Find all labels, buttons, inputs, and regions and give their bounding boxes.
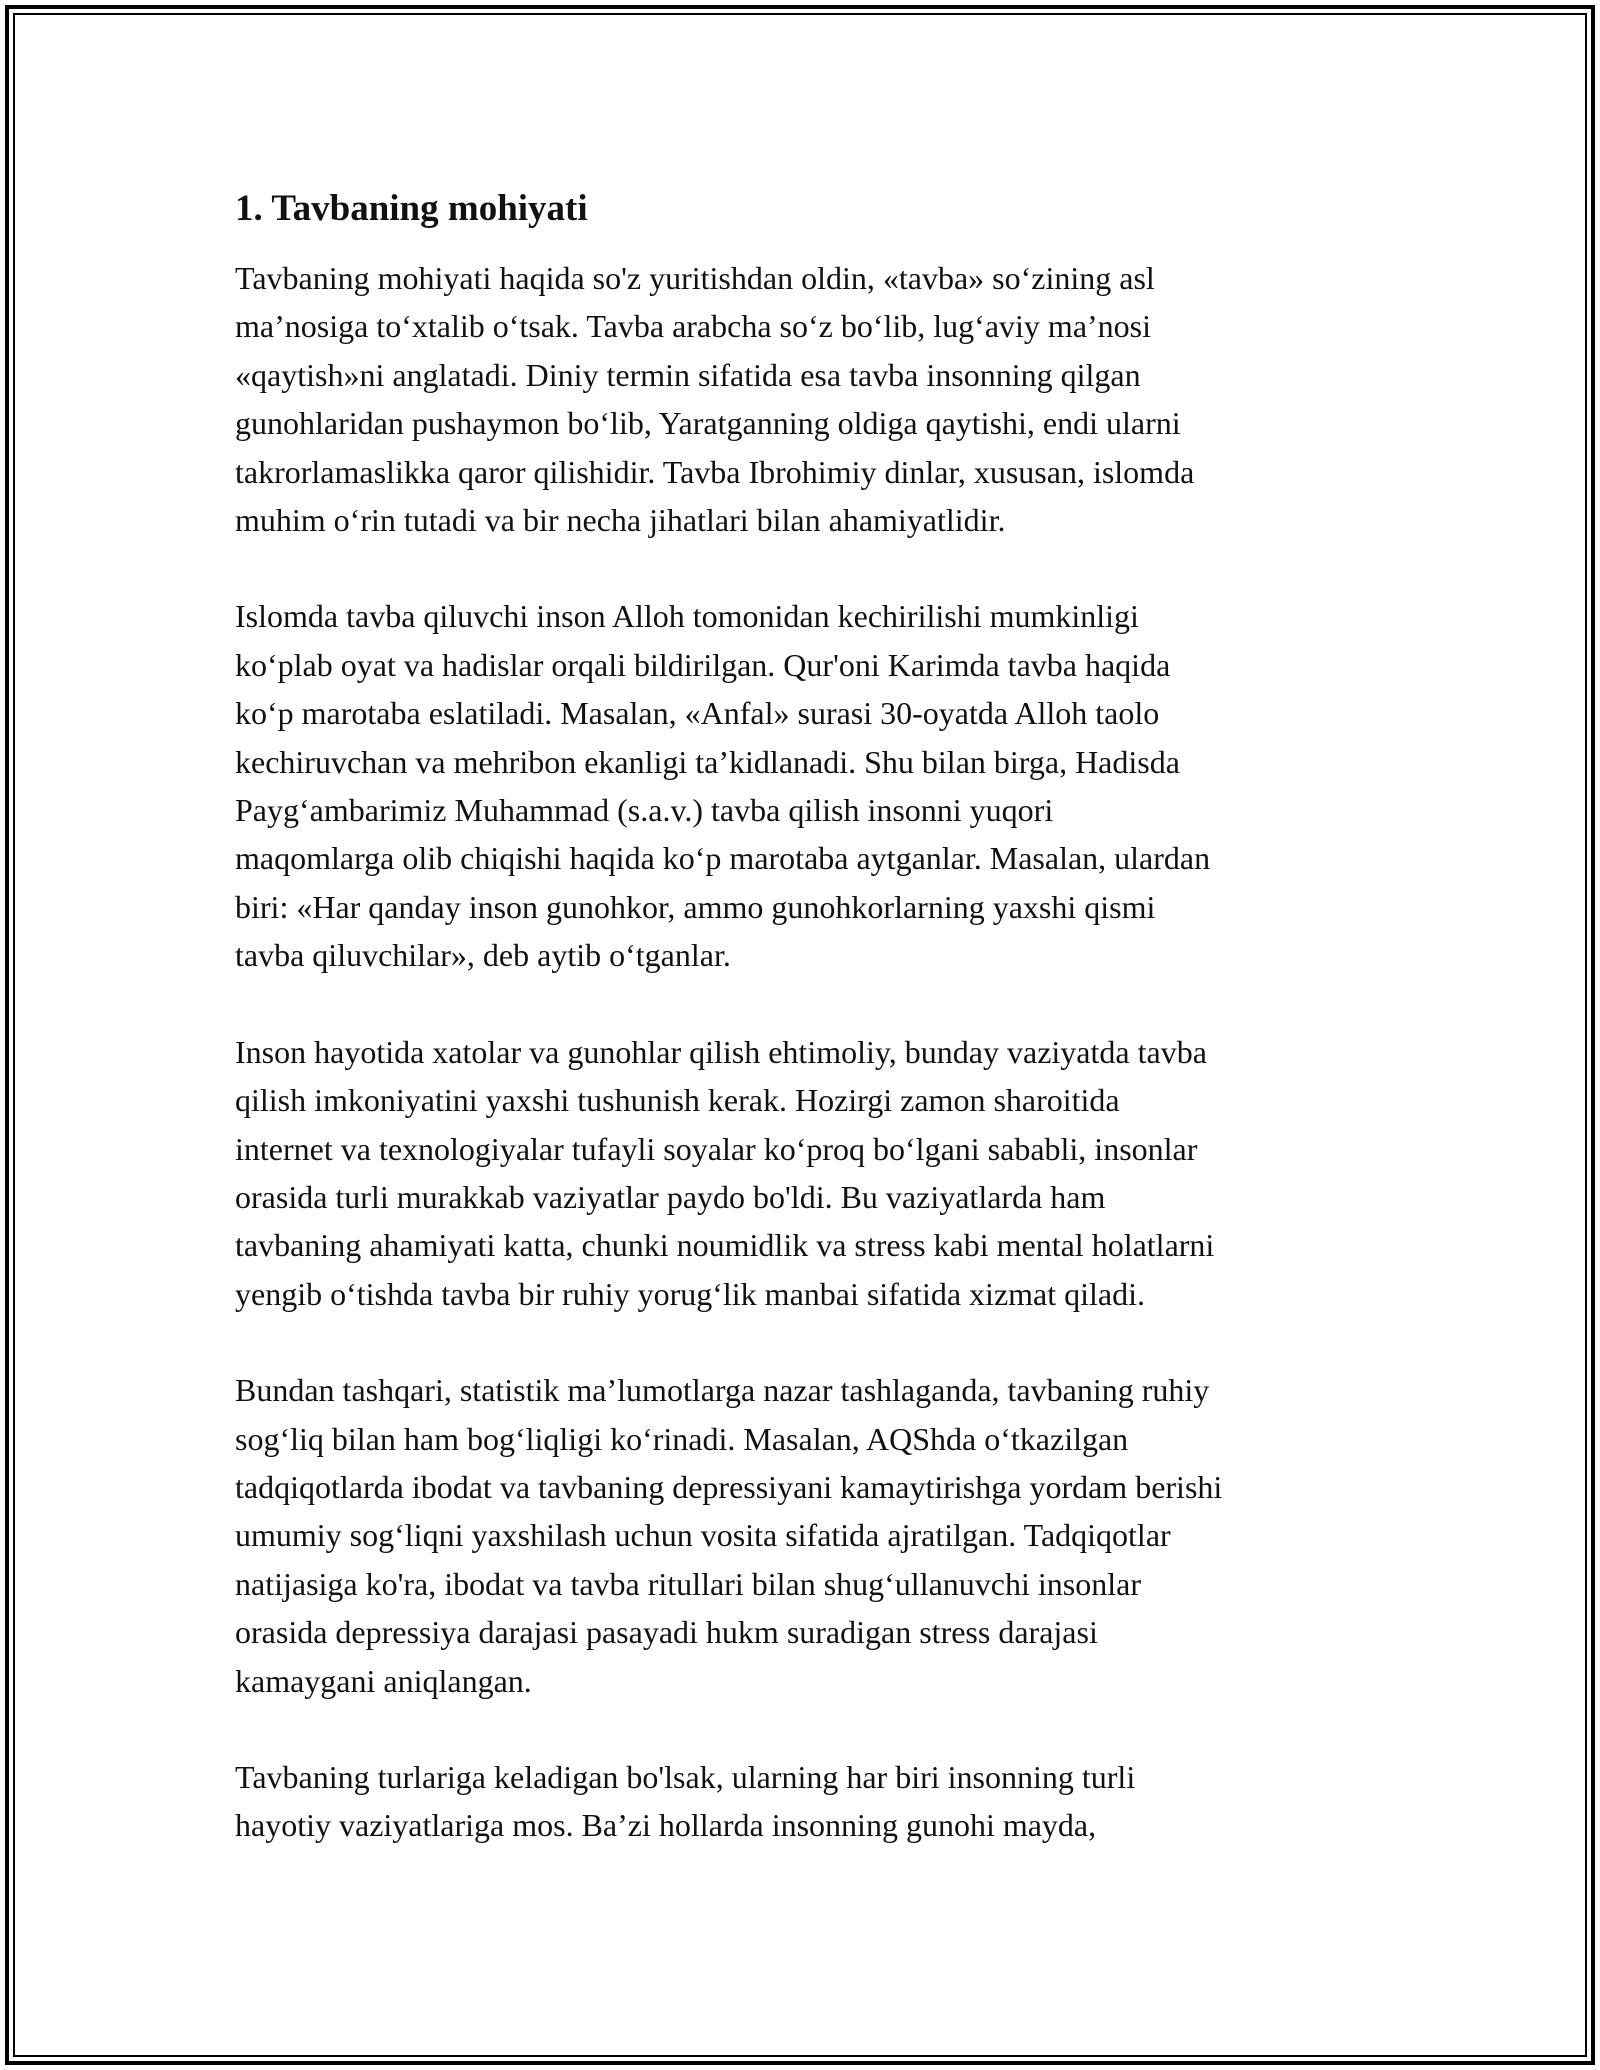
- paragraph-4: Bundan tashqari, statistik ma’lumotlarga nazar tashlaganda, tavbaning ruhiy sog‘liq bilan ham bog‘liqligi ko‘rinadi. Masalan, AQShda o‘tkazilgan tadqiqotlarda ibodat va tavbaning depressiyani kamaytirishga yordam berishi umumiy sog‘liqni yaxshilash uchun vosita sifatida ajratilgan. Tadqiqotlar natijasiga ko'ra, ibodat va tavba ritullari bilan shug‘ullanuvchi insonlar orasida depressiya darajasi pasayadi hukm suradigan stress darajasi kamaygani aniqlangan.: [235, 1372, 1223, 1699]
- document-body: [235, 186, 1375, 1898]
- paragraph-3: Inson hayotida xatolar va gunohlar qilish ehtimoliy, bunday vaziyatda tavba qilish imkoniyatini yaxshi tushunish kerak. Hozirgi zamon sharoitida internet va texnologiyalar tufayli soyalar ko‘proq bo‘lgani sababli, insonlar orasida turli murakkab vaziyatlar paydo bo'ldi. Bu vaziyatlarda ham tavbaning ahamiyati katta, chunki noumidlik va stress kabi mental holatlarni yengib o‘tishda tavba bir ruhiy yorug‘lik manbai sifatida xizmat qiladi.: [235, 1033, 1215, 1312]
- paragraph-1: Tavbaning mohiyati haqida so'z yuritishdan oldin, «tavba» so‘zining asl ma’nosiga to‘xtalib o‘tsak. Tavba arabcha so‘z bo‘lib, lug‘aviy ma’nosi «qaytish»ni anglatadi. Diniy termin sifatida esa tavba insonning qilgan gunohlaridan pushaymon bo‘lib, Yaratganning oldiga qaytishi, endi ularni takrorlamaslikka qaror qilishidir. Tavba Ibrohimiy dinlar, xususan, islomda muhim o‘rin tutadi va bir necha jihatlari bilan ahamiyatlidir.: [235, 260, 1195, 539]
- paragraph-2: Islomda tavba qiluvchi inson Alloh tomonidan kechirilishi mumkinligi ko‘plab oyat va hadislar orqali bildirilgan. Qur'oni Karimda tavba haqida ko‘p marotaba eslatiladi. Masalan, «Anfal» surasi 30-oyatda Alloh taolo kechiruvchan va mehribon ekanligi ta’kidlanadi. Shu bilan birga, Hadisda Payg‘ambarimiz Muhammad (s.a.v.) tavba qilish insonni yuqori maqomlarga olib chiqishi haqida ko‘p marotaba aytganlar. Masalan, ulardan biri: «Har qanday inson gunohkor, ammo gunohkorlarning yaxshi qismi tavba qiluvchilar», deb aytib o‘tganlar.: [235, 598, 1211, 974]
- paragraph-5: Tavbaning turlariga keladigan bo'lsak, ularning har biri insonning turli hayotiy vaziyatlariga mos. Ba’zi hollarda insonning gunohi mayda,: [235, 1758, 1136, 1844]
- section-heading: 1. Tavbaning mohiyati: [235, 188, 588, 229]
